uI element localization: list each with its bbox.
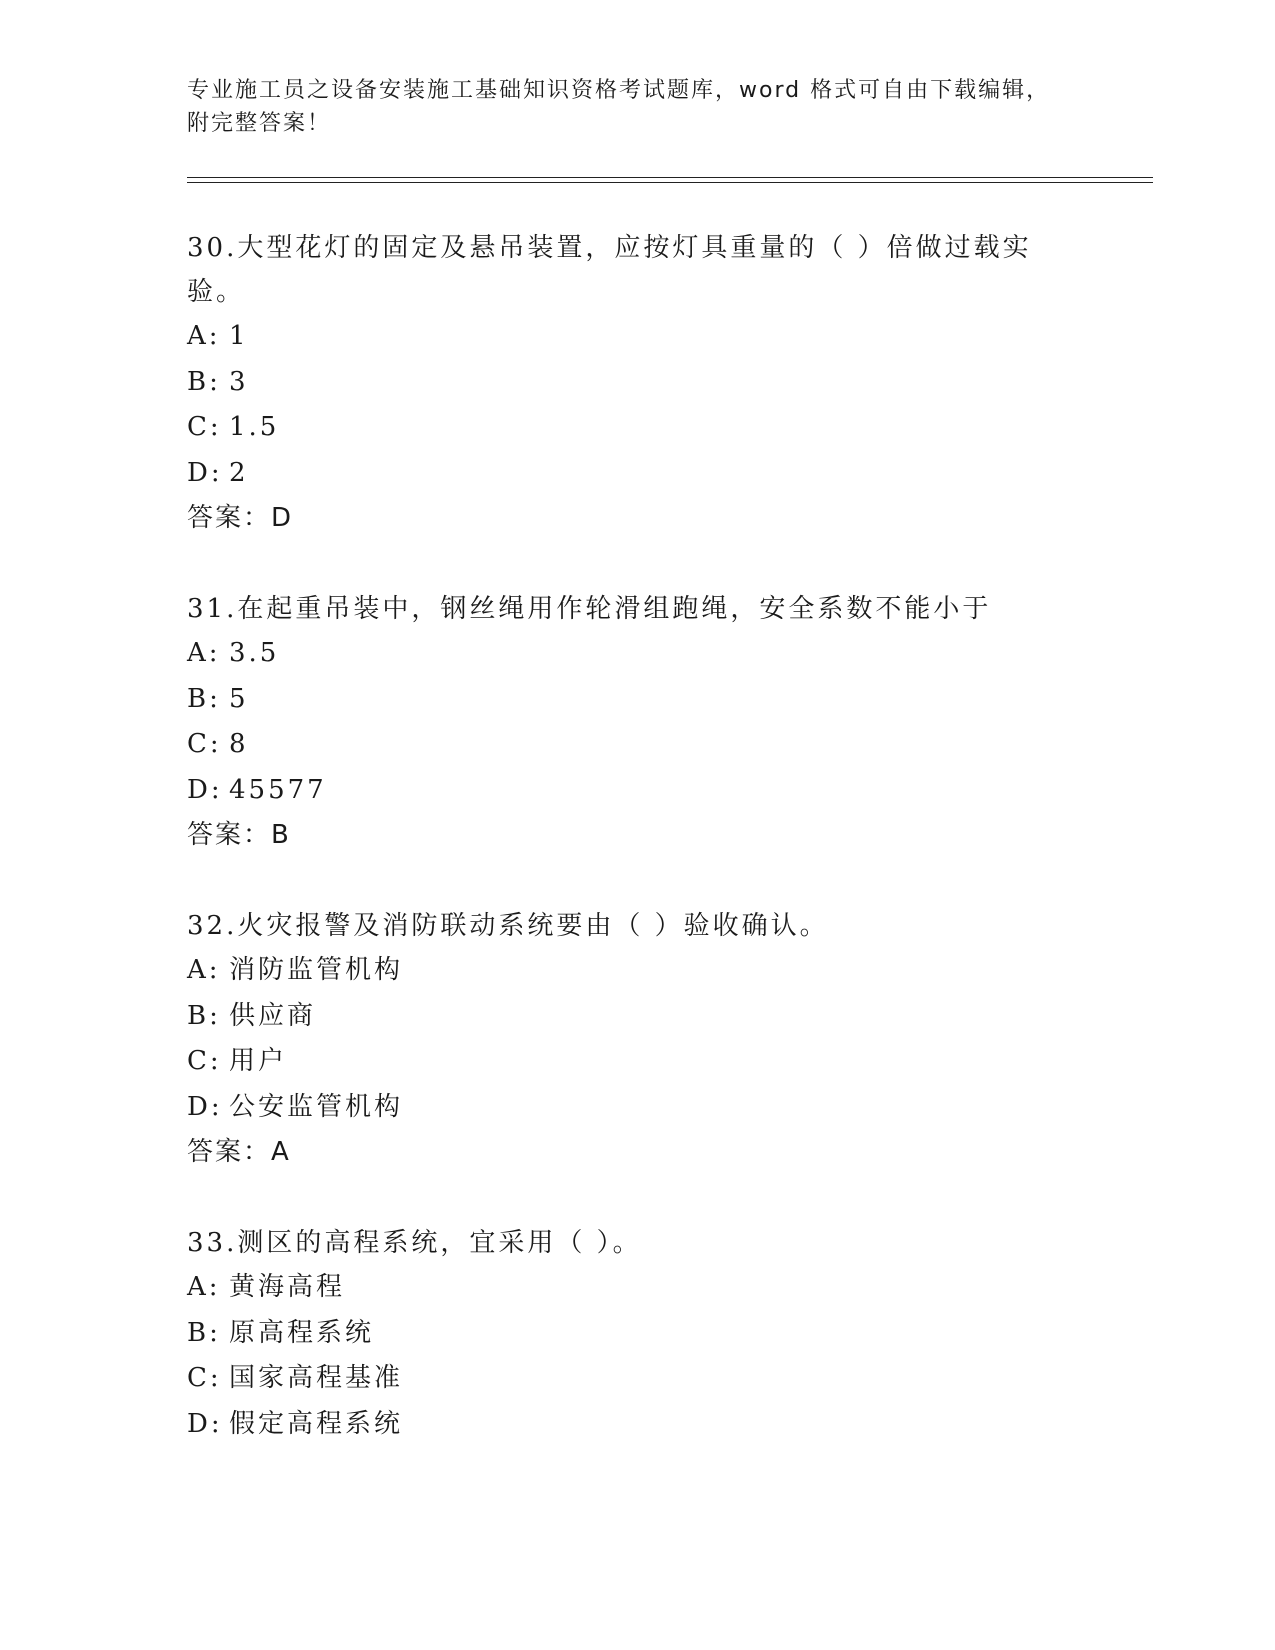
option-c [187,1356,1107,1402]
option-value: 3.5 [229,638,280,668]
option-c [187,722,1107,768]
question-32 [187,904,1107,1175]
option-b [187,994,1107,1040]
question-number: 30. [187,233,238,263]
header-line-2: 附完整答案！ [187,111,332,136]
option-value: 45577 [229,774,327,805]
option-letter: C: [187,1363,222,1393]
header-divider-bottom [187,182,1153,183]
option-value: 消防监管机构 [229,955,404,985]
option-letter: A: [187,638,221,668]
option-letter: A: [187,955,221,985]
option-value: 5 [229,683,249,714]
option-letter: B: [187,1317,221,1348]
option-b [187,360,1107,406]
option-value: 原高程系统 [229,1317,375,1348]
option-value: 1.5 [229,412,280,442]
option-a [187,948,1107,994]
option-value: 公安监管机构 [229,1091,404,1122]
answer-label: 答案：B [187,820,291,850]
option-letter: C: [187,1046,222,1076]
document-header [187,74,1087,140]
question-list [187,226,1107,1493]
option-b [187,677,1107,723]
option-letter: B: [187,366,221,397]
option-value: 3 [229,366,249,397]
header-line-1: 专业施工员之设备安装施工基础知识资格考试题库，word 格式可自由下载编辑， [187,78,1051,103]
question-title [187,226,1057,314]
option-a [187,314,1107,360]
option-letter: C: [187,729,222,759]
question-title [187,904,1107,948]
option-value: 国家高程基准 [229,1363,404,1393]
option-d [187,451,1107,497]
option-value: 8 [229,729,249,759]
option-value: 供应商 [229,1000,317,1031]
option-value: 用户 [229,1046,288,1076]
answer-label: 答案：D [187,503,294,533]
option-c [187,1039,1107,1085]
question-text: 火灾报警及消防联动系统要由（ ）验收确认。 [237,911,829,941]
option-d [187,768,1107,814]
header-divider-top [187,177,1153,178]
question-number: 33. [187,1228,238,1258]
question-text: 在起重吊装中，钢丝绳用作轮滑组跑绳，安全系数不能小于 [237,594,992,624]
option-letter: B: [187,683,221,714]
option-letter: D: [187,1408,223,1439]
option-letter: A: [187,321,221,351]
option-value: 1 [229,321,249,351]
option-letter: D: [187,774,223,805]
option-letter: C: [187,412,222,442]
option-letter: D: [187,457,223,488]
question-text: 大型花灯的固定及悬吊装置，应按灯具重量的（ ）倍做过载实验。 [187,233,1032,307]
option-a [187,631,1107,677]
question-title [187,587,1107,631]
question-title [187,1221,1107,1265]
option-letter: A: [187,1272,221,1302]
question-30 [187,226,1107,541]
option-a [187,1265,1107,1311]
option-value: 2 [229,457,249,488]
option-c [187,405,1107,451]
option-b [187,1311,1107,1357]
option-d [187,1085,1107,1131]
option-letter: D: [187,1091,223,1122]
answer-label: 答案：A [187,1137,291,1167]
option-value: 黄海高程 [229,1272,346,1302]
question-text: 测区的高程系统，宜采用（ ）。 [237,1228,642,1258]
question-33 [187,1221,1107,1447]
option-letter: B: [187,1000,221,1031]
option-d [187,1402,1107,1448]
question-number: 31. [187,594,238,624]
option-value: 假定高程系统 [229,1408,404,1439]
question-number: 32. [187,911,238,941]
question-31 [187,587,1107,858]
